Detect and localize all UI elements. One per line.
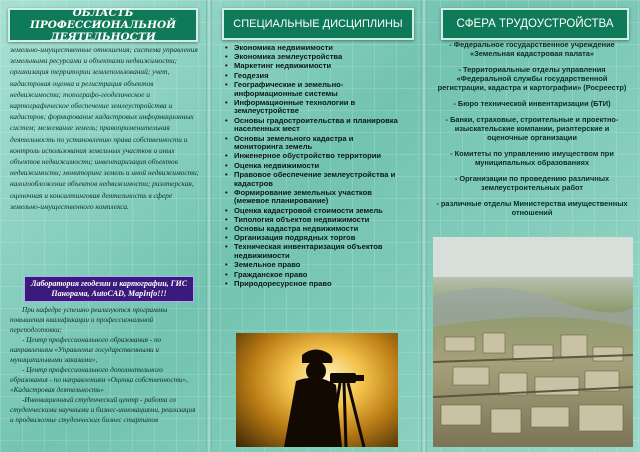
list-item: • Оценка кадастровой стоимости земель <box>224 207 404 216</box>
list-item: • Техническая инвентаризация объектов недвижимости <box>224 243 404 260</box>
list-item: • Информационные технологии в землеустройстве <box>224 99 404 116</box>
employment-list <box>434 40 630 224</box>
professional-body: земельно-имущественные отношения; система управления земельными ресурсами и объектами недвижимости; организация территории землепользований; учет, кадастровая оценка и регистрация объектов недвижимости; топографо-геодезическое и картографическое обеспечение землеустройства и кадастров; формирование кадастровых информационных систем; межевание земель; правоприменительная деятельность по установлению права собственности и контроль использования земельных участков и иных объектов недвижимости; инвентаризация объектов недвижимости; мониторинг земель и иной недвижимости; налогообложение объектов недвижимости; риэлтерская, оценочная и консалтинговая деятельность в сфере земельно-имущественного комплекса. <box>10 45 200 211</box>
training-paragraph: - Центр профессионального дополнительного образования - по направлениям «Оценка собственности», «Кадастровая деятельность» <box>10 366 188 394</box>
professional-header: ОБЛАСТЬ ПРОФЕССИОНАЛЬНОЙ ДЕЯТЕЛЬНОСТИ <box>8 8 198 42</box>
city-illustration <box>433 237 633 447</box>
training-paragraph: -Инновационный студенческий центр - работа со студенческими научными и бизнес-инновациями, реализация и продвижение студенческих бизнес стартапов <box>10 396 196 424</box>
list-item: • Земельное право <box>224 261 404 270</box>
list-item: - Бюро технической инвентаризации (БТИ) <box>453 99 611 108</box>
list-item: • Геодезия <box>224 72 404 81</box>
disciplines-header: СПЕЦИАЛЬНЫЕ ДИСЦИПЛИНЫ <box>222 8 414 40</box>
city-aerial-photo <box>433 237 633 447</box>
list-item: - Территориальные отделы управления «Федеральной службы государственной регистрации, кадастра и картографии» (Росреестр) <box>437 65 627 92</box>
list-item: • Экономика недвижимости <box>224 44 404 53</box>
surveyor-silhouette <box>236 333 398 447</box>
list-item: - Банки, страховые, строительные и проектно-изыскательские компании, риэлтерские и оценочные организации <box>445 115 619 142</box>
training-paragraph: При кафедре успешно реализуются программы повышения квалификации и профессиональной переподготовки: <box>10 306 168 334</box>
list-item: • Основы земельного кадастра и мониторинга земель <box>224 135 404 152</box>
fold-line-right <box>421 0 427 452</box>
list-item: • Основы кадастра недвижимости <box>224 225 404 234</box>
list-item: • Инженерное обустройство территории <box>224 152 404 161</box>
employment-header: СФЕРА ТРУДОУСТРОЙСТВА <box>441 8 629 40</box>
list-item: • Типология объектов недвижимости <box>224 216 404 225</box>
list-item: • Правовое обеспечение землеустройства и кадастров <box>224 171 404 188</box>
list-item: • Формирование земельных участков (межевое планирование) <box>224 189 404 206</box>
list-item: • Географические и земельно-информационные системы <box>224 81 404 98</box>
lab-box: Лаборатория геодезии и картографии, ГИС Панорама, AutoCAD, MapInfo!!! <box>24 276 194 302</box>
training-programs <box>10 305 200 425</box>
list-item: • Организация подрядных торгов <box>224 234 404 243</box>
list-item: • Оценка недвижимости <box>224 162 404 171</box>
training-paragraph: - Центр профессионального образования - по направлениям «Управление государственными и муниципальными заказами», <box>10 336 162 364</box>
disciplines-list <box>224 44 404 289</box>
list-item: - Организации по проведению различных землеустроительных работ <box>454 174 610 192</box>
list-item: - Комитеты по управлению имуществом при муниципальных образованиях <box>450 149 614 167</box>
surveyor-photo <box>236 333 398 447</box>
list-item: • Природоресурсное право <box>224 280 404 289</box>
list-item: • Маркетинг недвижимости <box>224 62 404 71</box>
professional-column <box>0 0 205 452</box>
list-item: • Экономика землеустройства <box>224 53 404 62</box>
list-item: • Гражданское право <box>224 271 404 280</box>
list-item: • Основы градостроительства и планировка населенных мест <box>224 117 404 134</box>
list-item: - различные отделы Министерства имущественных отношений <box>436 199 628 217</box>
list-item: - Федеральное государственное учреждение «Земельная кадастровая палата» <box>449 40 615 58</box>
fold-line-left <box>206 0 212 452</box>
